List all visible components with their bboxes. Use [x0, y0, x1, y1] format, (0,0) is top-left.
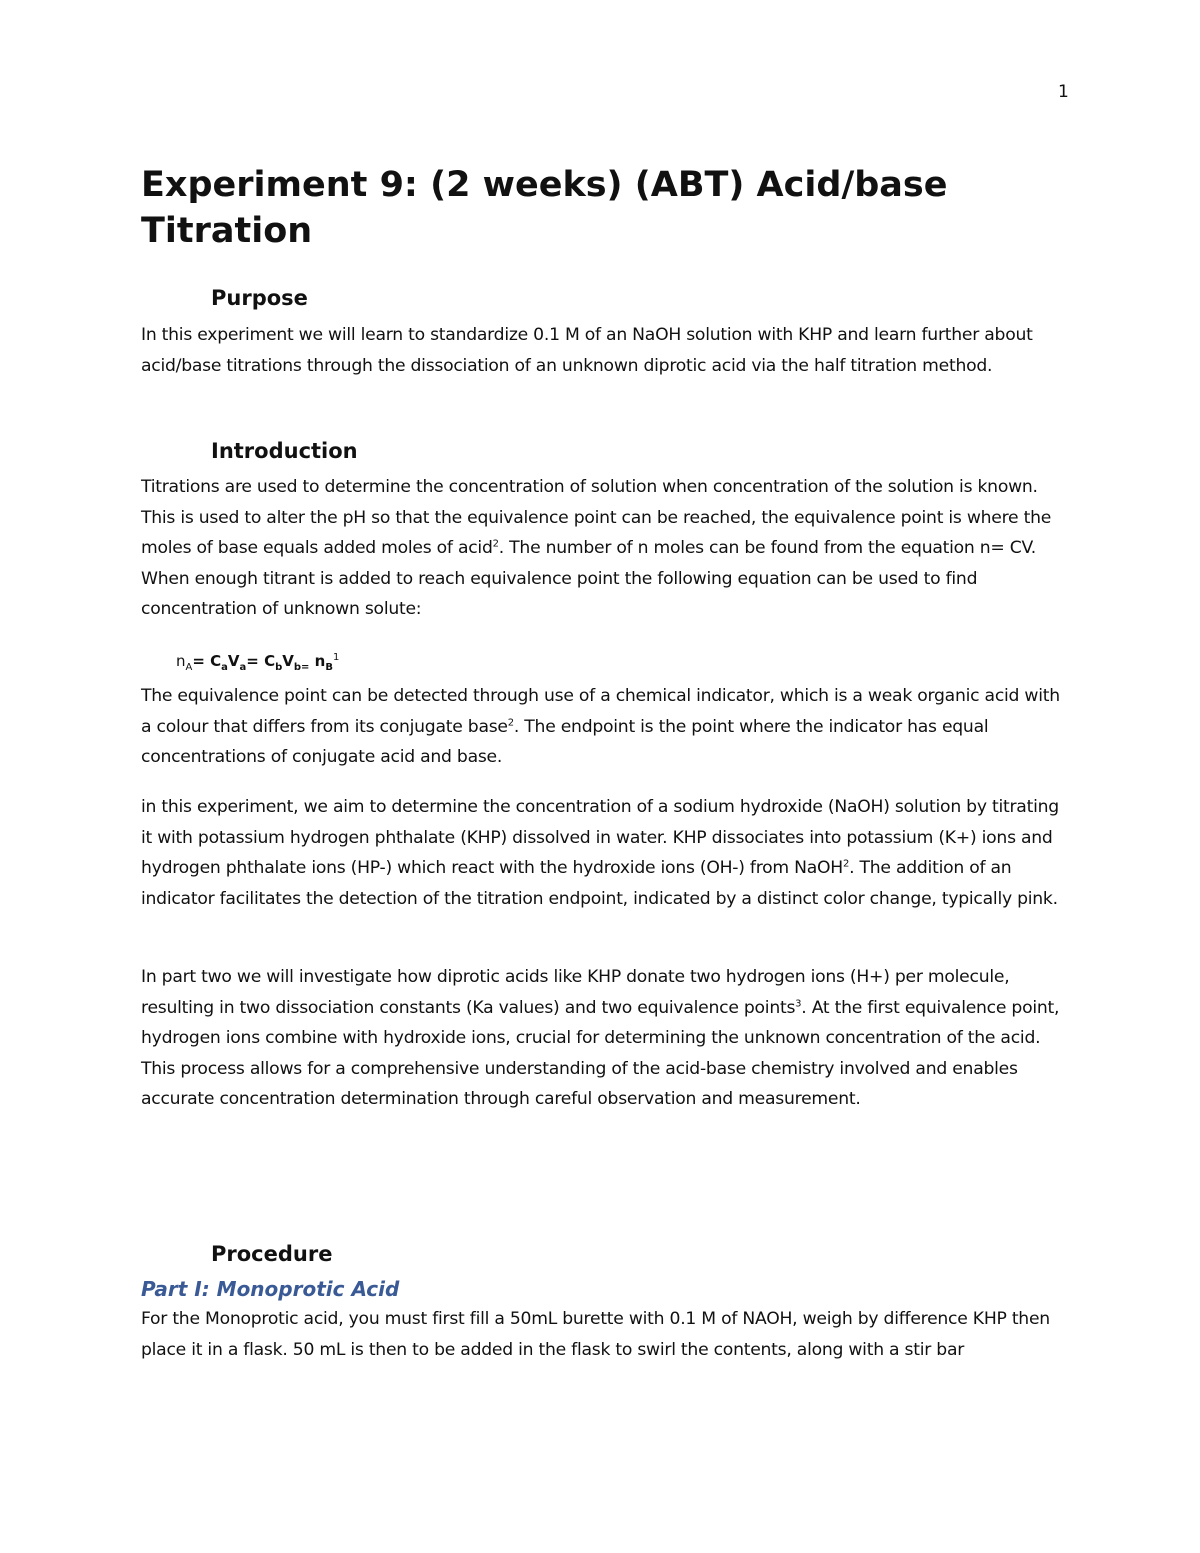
eq-nb-sub: B	[325, 662, 333, 673]
document-title: Experiment 9: (2 weeks) (ABT) Acid/base Titration	[141, 165, 948, 251]
eq-c-sub-1: a	[221, 662, 228, 673]
procedure-heading: Procedure	[211, 1242, 333, 1266]
intro-paragraph-1	[141, 472, 1066, 625]
purpose-heading: Purpose	[211, 286, 308, 310]
citation-ref: 3	[795, 997, 802, 1009]
intro-p2-text-a: The equivalence point can be detected through use of a chemical indicator, which is a weak organic acid with a colour that differs from its conjugate base	[141, 686, 1060, 737]
intro-p3-text-a: in this experiment, we aim to determine the concentration of a sodium hydroxide (NaOH) solution by titrating it with potassium hydrogen phthalate (KHP) dissolved in water. KHP dissociates into potassium (K+) ions and hydrogen phthalate ions (HP-) which react with the hydroxide ions (OH-) from NaOH	[141, 797, 1059, 878]
eq-v-1: V	[227, 652, 240, 670]
procedure-part-1-paragraph: For the Monoprotic acid, you must first fill a 50mL burette with 0.1 M of NAOH, weigh by difference KHP then place it in a flask. 50 mL is then to be added in the flask to swirl the contents, along with a stir bar	[141, 1309, 1050, 1360]
eq-part-1: = C	[192, 652, 222, 670]
intro-p3-text-b: . The addition of an indicator facilitates the detection of the titration endpoint, indicated by a distinct color change, typically pink.	[141, 858, 1058, 909]
citation-ref: 2	[842, 858, 850, 870]
purpose-paragraph: In this experiment we will learn to standardize 0.1 M of an NaOH solution with KHP and learn further about acid/base titrations through the dissociation of an unknown diprotic acid via the half titration method.	[141, 325, 1033, 376]
intro-p4-text-b: . At the first equivalence point, hydrogen ions combine with hydroxide ions, crucial for determining the unknown concentration of the acid. This process allows for a comprehensive understanding of the acid-base chemistry involved and enables accurate concentration determination through careful observation and measurement.	[141, 997, 1060, 1109]
introduction-heading: Introduction	[211, 439, 358, 463]
titration-equation	[176, 645, 339, 681]
intro-paragraph-4	[141, 962, 1066, 1115]
intro-p1-text-a: Titrations are used to determine the concentration of solution when concentration of the solution is known. This is used to alter the pH so that the equivalence point can be reached, the equivalence point is where the moles of base equals added moles of acid	[141, 477, 1052, 558]
intro-p2-text-b: . The endpoint is the point where the indicator has equal concentrations of conjugate acid and base.	[141, 716, 989, 767]
intro-p1-text-b: . The number of n moles can be found from the equation n= CV. When enough titrant is added to reach equivalence point the following equation can be used to find concentration of unknown solute:	[141, 538, 1037, 619]
eq-nb: n	[309, 652, 326, 670]
citation-ref: 2	[492, 538, 499, 550]
page-number: 1	[1058, 82, 1069, 102]
citation-ref: 2	[507, 716, 514, 728]
eq-n-sub: A	[185, 662, 193, 673]
eq-c-sub-2: b	[275, 662, 283, 673]
eq-part-2: = C	[246, 652, 276, 670]
eq-ref: 1	[332, 652, 340, 663]
intro-paragraph-2	[141, 681, 1066, 773]
eq-n: n	[176, 652, 186, 670]
intro-paragraph-3	[141, 792, 1066, 914]
eq-v-sub-2: b=	[293, 662, 310, 673]
eq-v-2: V	[282, 652, 294, 670]
intro-p4-text-a: In part two we will investigate how diprotic acids like KHP donate two hydrogen ions (H+) per molecule, resulting in two dissociation constants (Ka values) and two equivalence points	[141, 967, 1010, 1018]
part-1-heading: Part I: Monoprotic Acid	[141, 1277, 400, 1301]
eq-v-sub-1: a	[239, 662, 247, 673]
